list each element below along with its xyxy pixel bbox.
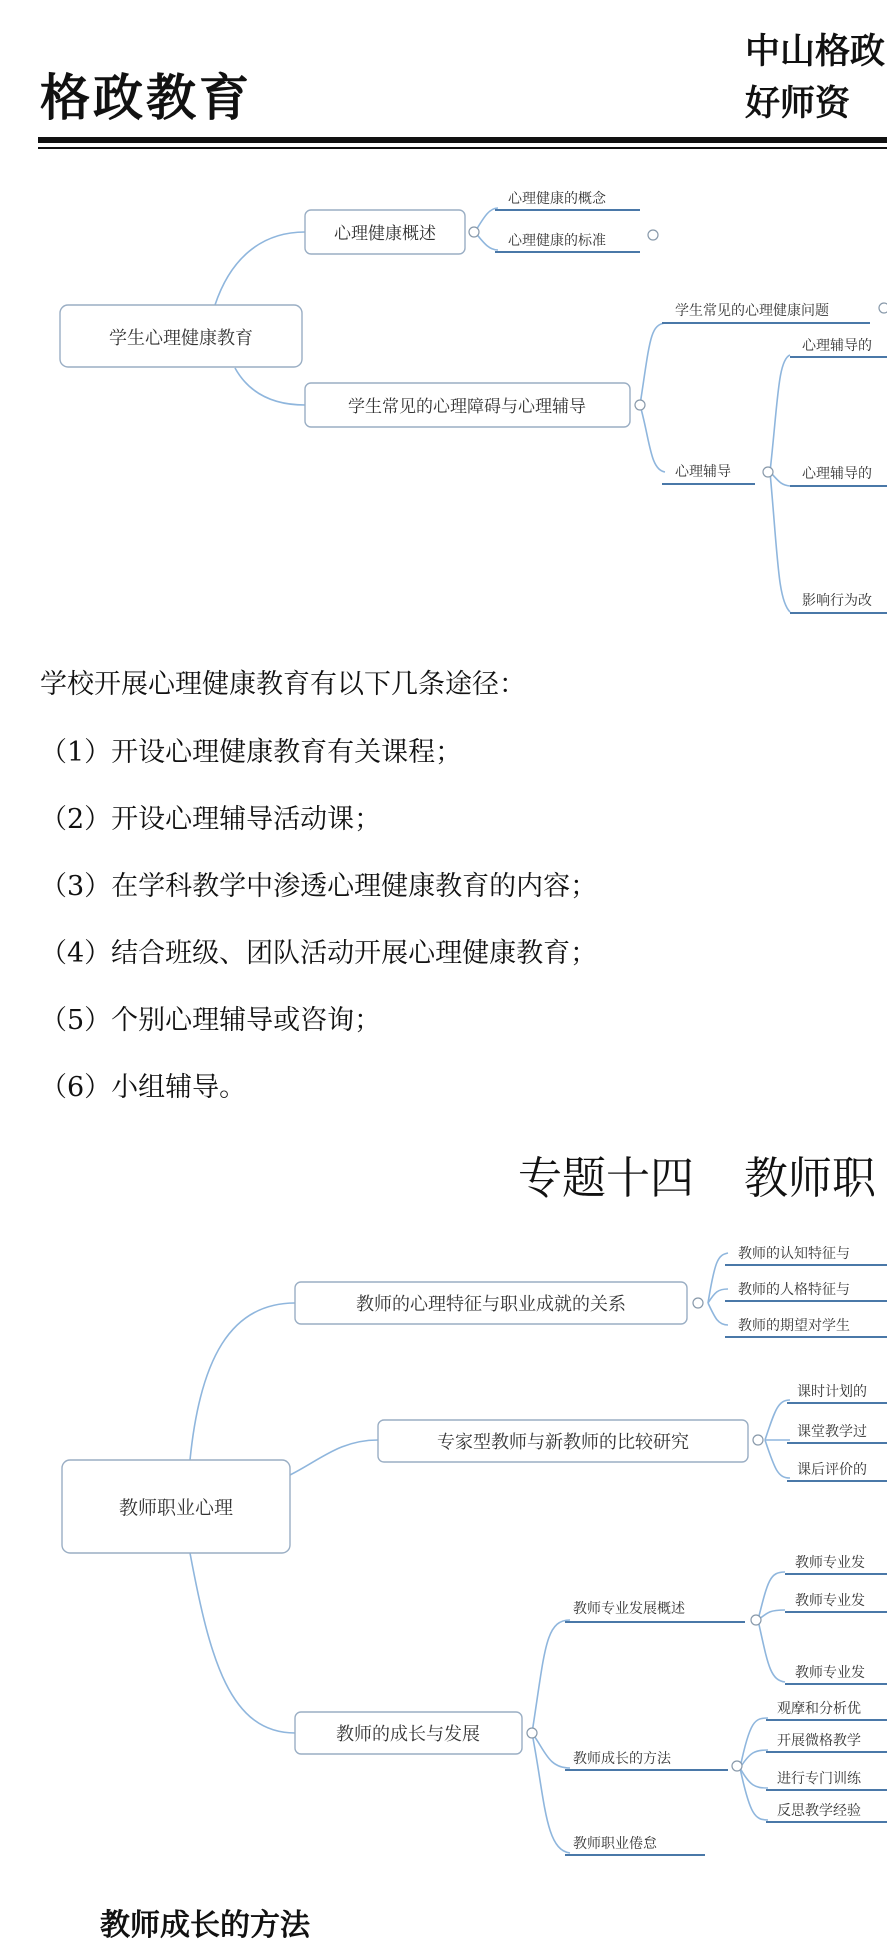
mindmap-leaf-label: 教师专业发展概述 xyxy=(573,1601,685,1617)
list-item: （3）在学科教学中渗透心理健康教育的内容； xyxy=(40,871,598,902)
mindmap-leaf-label: 心理健康的概念 xyxy=(508,191,606,207)
mindmap-branch-label: 学生常见的心理障碍与心理辅导 xyxy=(348,397,586,417)
header-institution-name: 中山格政 xyxy=(745,31,886,72)
list-item: （5）个别心理辅导或咨询； xyxy=(40,1005,382,1036)
mindmap-leaf-label: 课后评价的 xyxy=(797,1462,867,1478)
section-heading: 教师成长的方法 xyxy=(100,1908,310,1943)
mindmap-leaf-label: 教师专业发 xyxy=(795,1593,865,1609)
mindmap-branch-label: 教师的心理特征与职业成就的关系 xyxy=(356,1294,626,1315)
mindmap-leaf-label: 教师专业发 xyxy=(795,1555,865,1571)
mindmap-root-label: 教师职业心理 xyxy=(118,1497,234,1519)
collapse-toggle-icon xyxy=(732,1761,742,1771)
mindmap-leaf-label: 心理健康的标准 xyxy=(508,233,606,249)
mindmap-leaf-label: 教师的认知特征与 xyxy=(738,1246,850,1262)
collapse-toggle-icon xyxy=(693,1298,703,1308)
collapse-toggle-icon xyxy=(753,1435,763,1445)
list-item: （2）开设心理辅导活动课； xyxy=(40,804,382,835)
mindmap-leaf-label: 教师职业倦怠 xyxy=(573,1836,657,1852)
collapse-toggle-icon xyxy=(527,1728,537,1738)
mindmap-leaf-label: 学生常见的心理健康问题 xyxy=(675,303,829,319)
topic-number: 专题十四 xyxy=(518,1153,694,1204)
topic-title: 教师职 xyxy=(744,1153,876,1204)
mindmap-leaf-label: 开展微格教学 xyxy=(777,1733,861,1749)
logo-text: 格政教育 xyxy=(40,68,252,127)
list-item: （4）结合班级、团队活动开展心理健康教育； xyxy=(40,938,598,969)
mindmap-branch-label: 专家型教师与新教师的比较研究 xyxy=(437,1432,689,1453)
mindmap-leaf-label: 教师的期望对学生 xyxy=(738,1318,850,1334)
mindmap-leaf-label: 心理辅导的 xyxy=(802,466,872,482)
mindmap-root-label: 学生心理健康教育 xyxy=(109,328,253,349)
mindmap-leaf-label: 心理辅导 xyxy=(675,464,731,480)
mindmap-branch-label: 教师的成长与发展 xyxy=(336,1724,480,1745)
header-slogan: 好师资 xyxy=(745,83,851,124)
collapse-toggle-icon xyxy=(751,1615,761,1625)
mindmap-leaf-label: 课时计划的 xyxy=(797,1384,867,1400)
mindmap-leaf-label: 进行专门训练 xyxy=(777,1771,861,1787)
mindmap-leaf-label: 教师的人格特征与 xyxy=(738,1282,850,1298)
mindmap-branch-label: 心理健康概述 xyxy=(334,224,436,244)
mindmap-leaf-label: 教师专业发 xyxy=(795,1665,865,1681)
mindmap-leaf-label: 教师成长的方法 xyxy=(573,1751,671,1767)
mindmap-leaf-label: 反思教学经验 xyxy=(777,1803,861,1819)
mindmap-leaf-label: 影响行为改 xyxy=(802,593,872,609)
list-item: （1）开设心理健康教育有关课程； xyxy=(40,737,463,768)
paragraph-intro: 学校开展心理健康教育有以下几条途径： xyxy=(40,669,526,700)
list-item: （6）小组辅导。 xyxy=(40,1072,247,1103)
mindmap-leaf-label: 心理辅导的 xyxy=(802,338,872,354)
mindmap-leaf-label: 观摩和分析优 xyxy=(777,1701,861,1717)
mindmap-leaf-label: 课堂教学过 xyxy=(797,1424,867,1440)
